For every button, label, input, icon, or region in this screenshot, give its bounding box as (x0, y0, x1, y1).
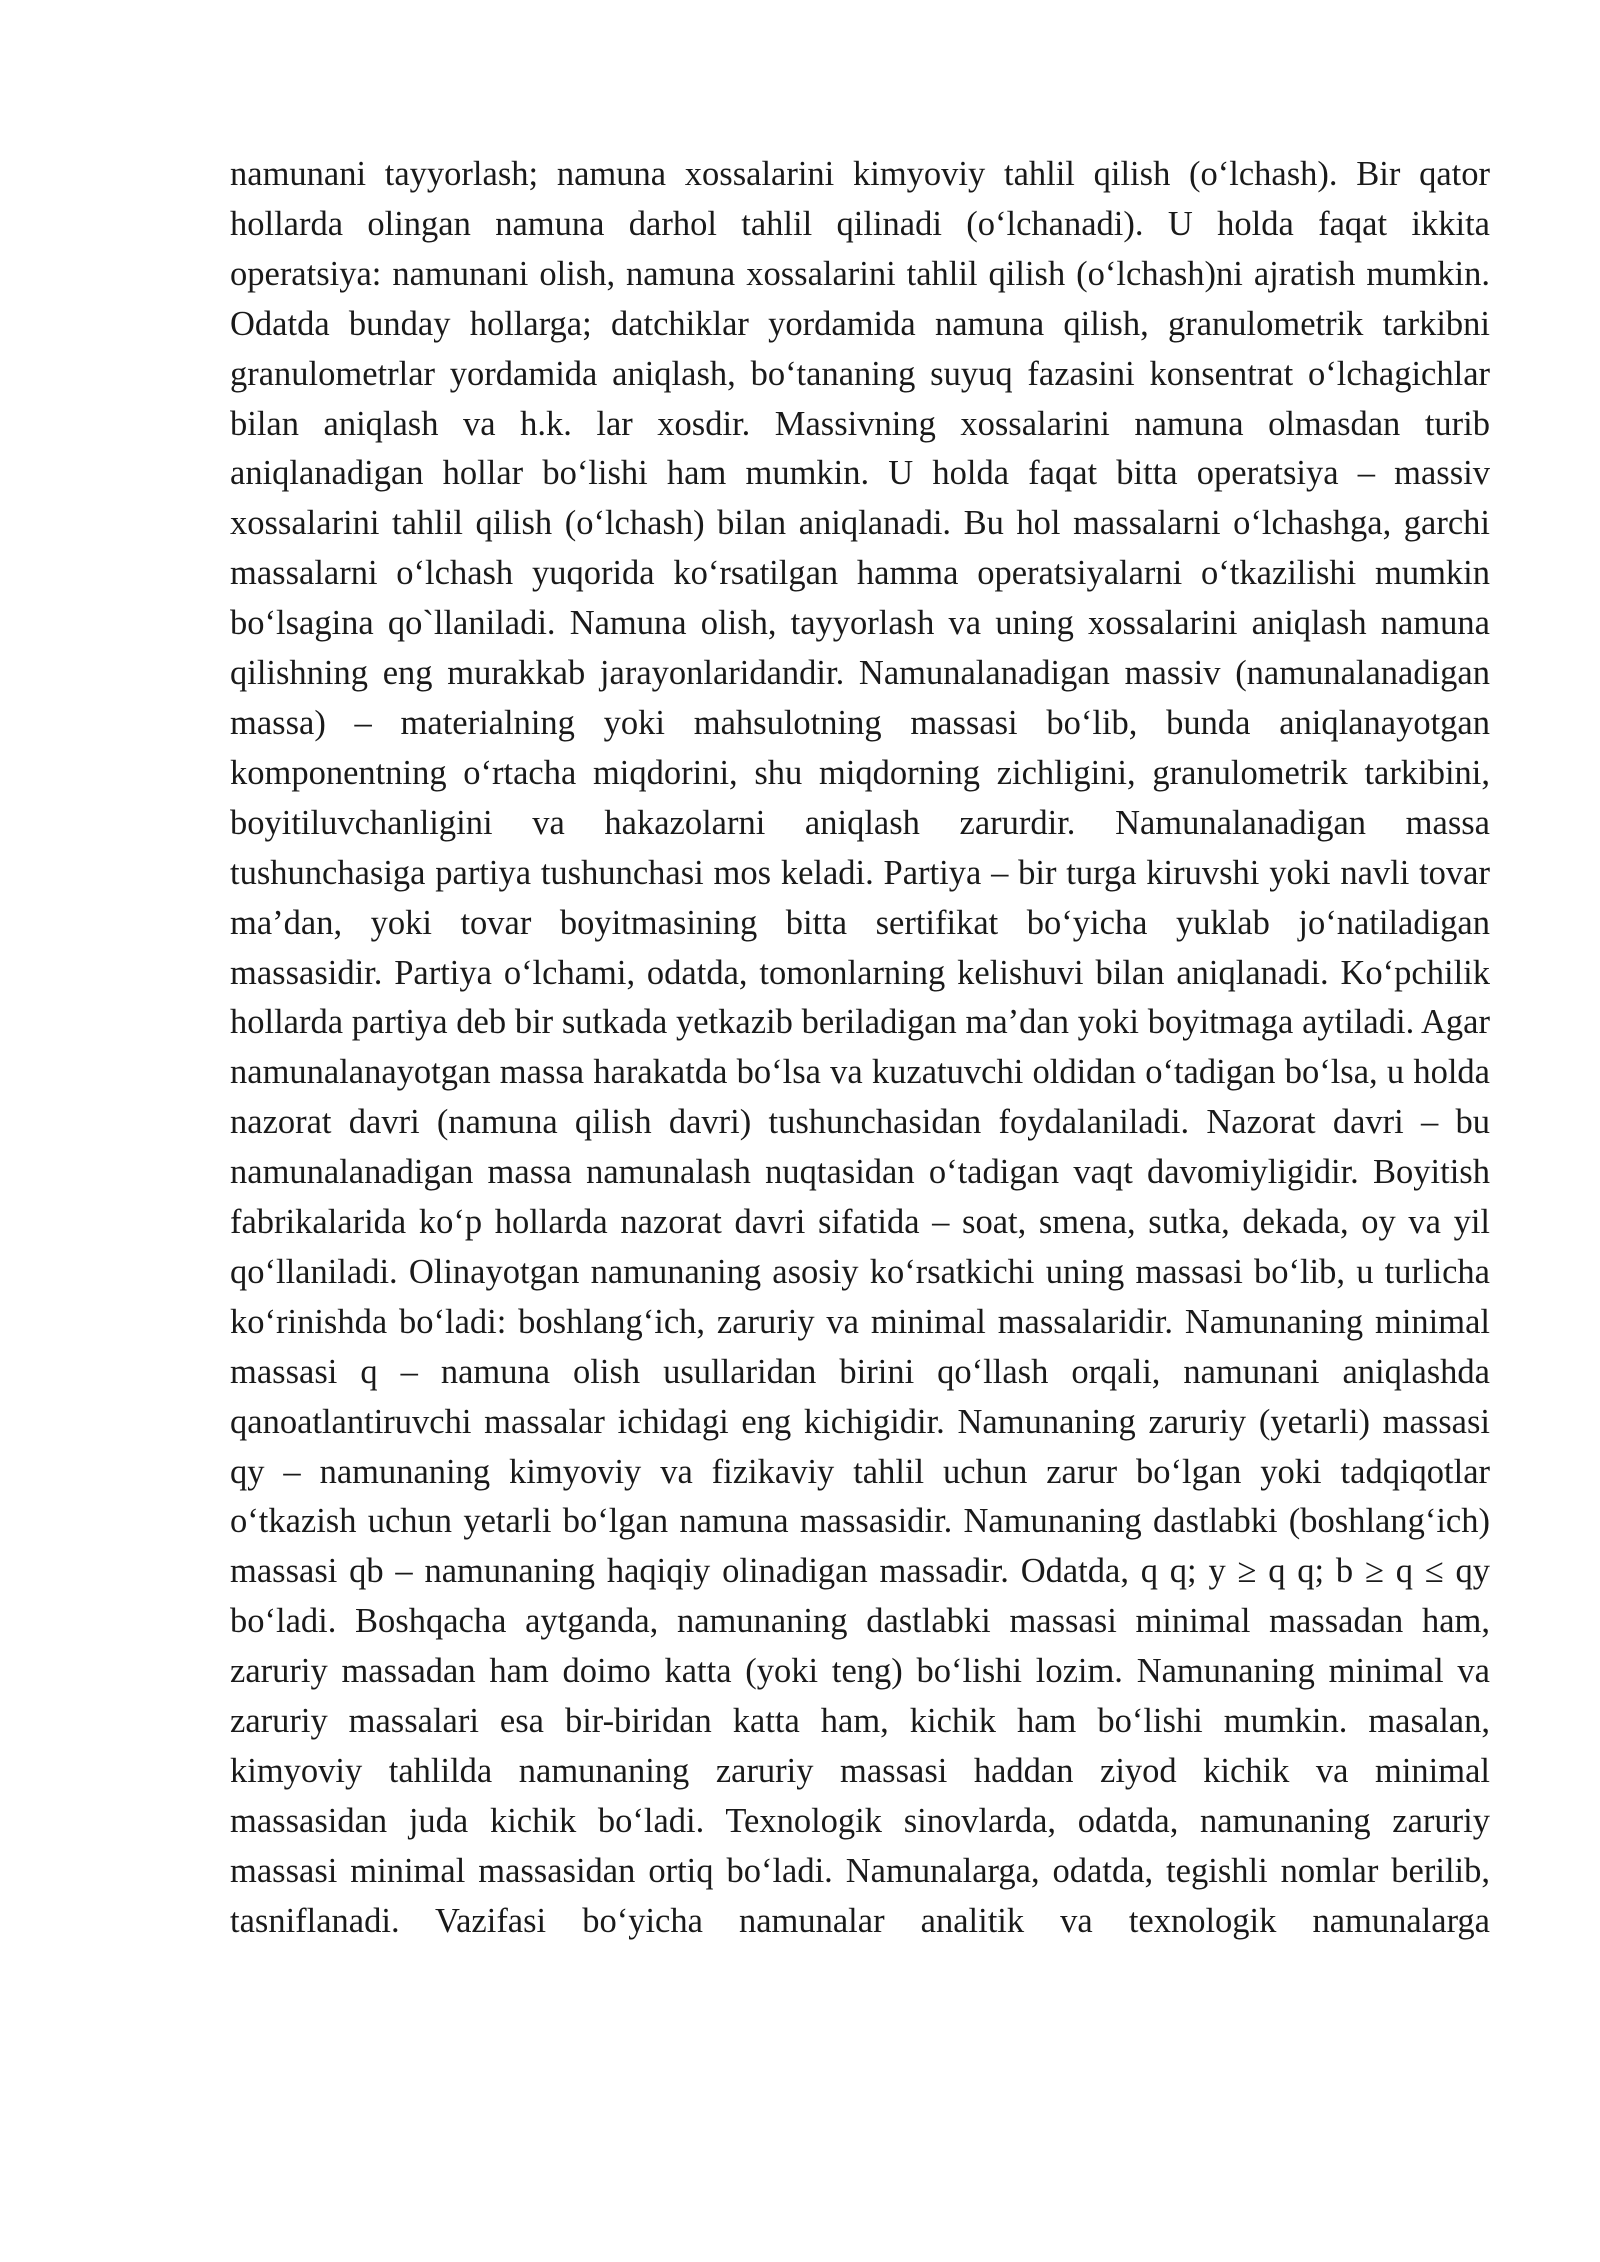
body-paragraph: namunani tayyorlash; namuna xossalarini kimyoviy tahlil qilish (o‘lchash). Bir qator hollarda olingan namuna darhol tahlil qilinadi (o‘lchanadi). U holda faqat ikkita operatsiya: namunani olish, namuna xossalarini tahlil qilish (o‘lchash)ni ajratish mumkin. Odatda bunday hollarga; datchiklar yordamida namuna qilish, granulometrik tarkibni granulometrlar yordamida aniqlash, bo‘tananing suyuq fazasini konsentrat o‘lchagichlar bilan aniqlash va h.k. lar xosdir. Massivning xossalarini namuna olmasdan turib aniqlanadigan hollar bo‘lishi ham mumkin. U holda faqat bitta operatsiya – massiv xossalarini tahlil qilish (o‘lchash) bilan aniqlanadi. Bu hol massalarni o‘lchashga, garchi massalarni o‘lchash yuqorida ko‘rsatilgan hamma operatsiyalarni o‘tkazilishi mumkin bo‘lsagina qo`llaniladi. Namuna olish, tayyorlash va uning xossalarini aniqlash namuna qilishning eng murakkab jarayonlaridandir. Namunalanadigan massiv (namunalanadigan massa) – materialning yoki mahsulotning massasi bo‘lib, bunda aniqlanayotgan komponentning o‘rtacha miqdorini, shu miqdorning zichligini, granulometrik tarkibini, boyitiluvchanligini va hakazolarni aniqlash zarurdir. Namunalanadigan massa tushunchasiga partiya tushunchasi mos keladi. Partiya – bir turga kiruvshi yoki navli tovar ma’dan, yoki tovar boyitmasining bitta sertifikat bo‘yicha yuklab jo‘natiladigan massasidir. Partiya o‘lchami, odatda, tomonlarning kelishuvi bilan aniqlanadi. Ko‘pchilik hollarda partiya deb bir sutkada yetkazib beriladigan ma’dan yoki boyitmaga aytiladi. Agar namunalanayotgan massa harakatda bo‘lsa va kuzatuvchi oldidan o‘tadigan bo‘lsa, u holda nazorat davri (namuna qilish davri) tushunchasidan foydalaniladi. Nazorat davri – bu namunalanadigan massa namunalash nuqtasidan o‘tadigan vaqt davomiyligidir. Boyitish fabrikalarida ko‘p hollarda nazorat davri sifatida – soat, smena, sutka, dekada, oy va yil qo‘llaniladi. Olinayotgan namunaning asosiy ko‘rsatkichi uning massasi bo‘lib, u turlicha ko‘rinishda bo‘ladi: boshlang‘ich, zaruriy va minimal massalaridir. Namunaning minimal massasi q – namuna olish usullaridan birini qo‘llash orqali, namunani aniqlashda qanoatlantiruvchi massalar ichidagi eng kichigidir. Namunaning zaruriy (yetarli) massasi qy – namunaning kimyoviy va fizikaviy tahlil uchun zarur bo‘lgan yoki tadqiqotlar o‘tkazish uchun yetarli bo‘lgan namuna massasidir. Namunaning dastlabki (boshlang‘ich) massasi qb – namunaning haqiqiy olinadigan massadir. Odatda, q q; y ≥ q q; b ≥ q ≤ qy bo‘ladi. Boshqacha aytganda, namunaning dastlabki massasi minimal massadan ham, zaruriy massadan ham doimo katta (yoki teng) bo‘lishi lozim. Namunaning minimal va zaruriy massalari esa bir-biridan katta ham, kichik ham bo‘lishi mumkin. masalan, kimyoviy tahlilda namunaning zaruriy massasi haddan ziyod kichik va minimal massasidan juda kichik bo‘ladi. Texnologik sinovlarda, odatda, namunaning zaruriy massasi minimal massasidan ortiq bo‘ladi. Namunalarga, odatda, tegishli nomlar berilib, tasniflanadi. Vazifasi bo‘yicha namunalar analitik va texnologik namunalarga (230, 155, 1490, 1940)
body-text-block (230, 150, 1490, 1947)
